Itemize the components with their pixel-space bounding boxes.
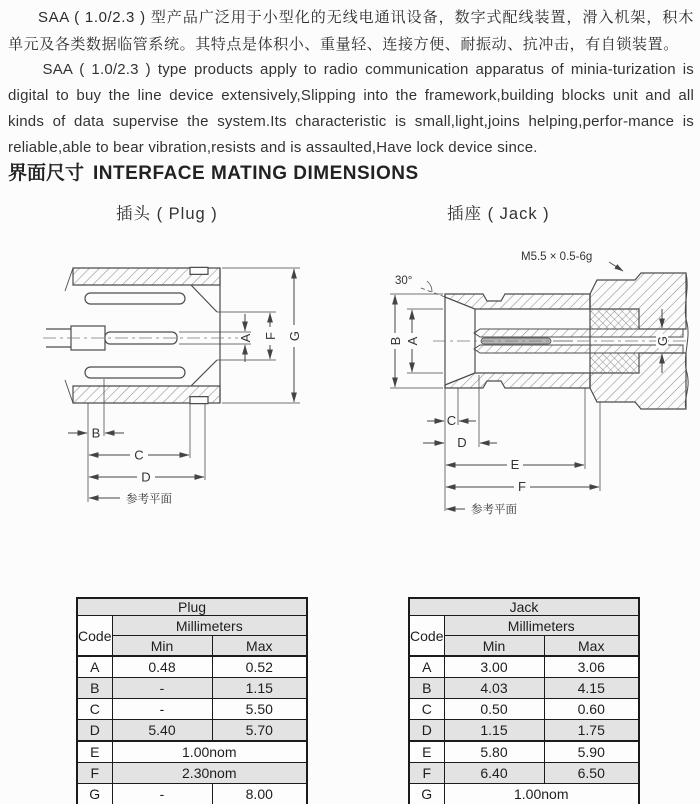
- plug-section-drawing: [38, 250, 340, 550]
- jack-dim-c-label: C: [446, 413, 457, 428]
- code-cell: F: [409, 763, 444, 784]
- min-value-cell: 6.40: [444, 763, 544, 784]
- table-row: [409, 741, 639, 763]
- plug-table-title: Plug: [77, 598, 307, 616]
- min-value-cell: -: [112, 678, 212, 699]
- max-value-cell: 1.15: [212, 678, 307, 699]
- max-value-cell: 5.90: [544, 741, 639, 763]
- plug-dimension-table: [76, 597, 308, 804]
- max-header: Max: [544, 636, 639, 657]
- table-row: [77, 656, 307, 678]
- jack-insulator-top: [590, 309, 639, 329]
- min-value-cell: 5.40: [112, 720, 212, 742]
- table-row: [409, 763, 639, 784]
- min-value-cell: -: [112, 784, 212, 804]
- jack-dimension-table: [408, 597, 640, 804]
- intro-paragraph-cn: SAA ( 1.0/2.3 ) 型产品广泛用于小型化的无线电通讯设备，数字式配线装置，滑入机架，积木单元及各类数据临管系统。其特点是体积小、重量轻、连接方便、耐振动、抗冲击，有自锁装置。: [8, 9, 694, 53]
- plug-contact-sleeve-top: [85, 293, 185, 304]
- jack-dim-d-label: D: [457, 435, 467, 450]
- min-header: Min: [112, 636, 212, 657]
- jack-dim-a-label: A: [405, 336, 420, 346]
- jack-table-title: Jack: [409, 598, 639, 616]
- code-cell: G: [77, 784, 112, 804]
- intro-paragraph-en: SAA ( 1.0/2.3 ) type products apply to radio communication apparatus of minia-turization is digital to buy the line device extensively,Slipping into the framework,building blocks unit and all kinds of data supervise the system.Its characteristic is small,light,joins helping,perfor-mance is reliable,able to bear vibration,resists and is assaulted,Have lock device since.: [8, 61, 694, 156]
- code-cell: E: [77, 741, 112, 763]
- max-value-cell: 8.00: [212, 784, 307, 804]
- plug-dim-g-label: G: [287, 330, 302, 342]
- max-header: Max: [212, 636, 307, 657]
- plug-dimension-lines: [68, 268, 300, 502]
- code-cell: C: [77, 699, 112, 720]
- jack-socket-sleeve-bottom: [474, 345, 683, 353]
- jack-dim-f-label: F: [518, 479, 526, 494]
- section-heading-en: INTERFACE MATING DIMENSIONS: [93, 163, 419, 184]
- code-cell: B: [77, 678, 112, 699]
- code-cell: F: [77, 763, 112, 784]
- plug-bottom-notch: [190, 397, 208, 404]
- section-heading-cn: 界面尺寸: [8, 163, 85, 184]
- table-row: [77, 699, 307, 720]
- min-value-cell: 0.50: [444, 699, 544, 720]
- unit-header: Millimeters: [444, 616, 639, 636]
- jack-section-drawing: [385, 245, 700, 535]
- jack-dim-e-label: E: [510, 457, 520, 472]
- code-cell: D: [409, 720, 444, 742]
- plug-contact-sleeve-bottom: [85, 367, 185, 378]
- jack-socket-sleeve-top: [474, 329, 683, 337]
- jack-thread-leader: [609, 262, 623, 271]
- jack-top-wall: [445, 294, 590, 309]
- min-value-cell: 1.15: [444, 720, 544, 742]
- plug-top-notch: [190, 267, 208, 274]
- jack-angle-note: 30°: [395, 275, 413, 287]
- max-value-cell: 4.15: [544, 678, 639, 699]
- nominal-value-cell: 2.30nom: [112, 763, 307, 784]
- jack-thread-note: M5.5 × 0.5-6g: [521, 251, 593, 263]
- code-header: Code: [77, 616, 112, 657]
- table-title-row: [409, 598, 639, 616]
- max-value-cell: 5.50: [212, 699, 307, 720]
- code-cell: E: [409, 741, 444, 763]
- max-value-cell: 5.70: [212, 720, 307, 742]
- plug-figure-label: 插头 ( Plug ): [116, 205, 218, 223]
- table-row: [77, 678, 307, 699]
- min-value-cell: 5.80: [444, 741, 544, 763]
- jack-body-outline: [421, 262, 690, 409]
- code-cell: A: [409, 656, 444, 678]
- max-value-cell: 0.60: [544, 699, 639, 720]
- nominal-value-cell: 1.00nom: [112, 741, 307, 763]
- plug-bell-taper: [191, 285, 217, 386]
- code-header: Code: [409, 616, 444, 657]
- code-cell: G: [409, 784, 444, 804]
- table-row: [409, 678, 639, 699]
- table-row: [409, 720, 639, 742]
- plug-dim-a-label: A: [238, 333, 253, 343]
- code-cell: D: [77, 720, 112, 742]
- min-value-cell: 4.03: [444, 678, 544, 699]
- max-value-cell: 0.52: [212, 656, 307, 678]
- max-value-cell: 1.75: [544, 720, 639, 742]
- table-row: [77, 763, 307, 784]
- plug-body-outline: [43, 267, 238, 403]
- plug-ref-plane-label: 参考平面: [126, 493, 172, 506]
- table-row: [77, 720, 307, 742]
- min-value-cell: -: [112, 699, 212, 720]
- jack-dim-g-label: G: [655, 335, 670, 347]
- max-value-cell: 3.06: [544, 656, 639, 678]
- jack-dim-b-label: B: [388, 336, 403, 346]
- table-minmax-row: [409, 636, 639, 657]
- min-value-cell: 0.48: [112, 656, 212, 678]
- jack-bottom-wall: [445, 373, 590, 388]
- max-value-cell: 6.50: [544, 763, 639, 784]
- plug-dim-c-label: C: [134, 447, 144, 463]
- nominal-value-cell: 1.00nom: [444, 784, 639, 804]
- table-row: [409, 784, 639, 804]
- min-header: Min: [444, 636, 544, 657]
- table-row: [409, 699, 639, 720]
- table-row: [77, 784, 307, 804]
- code-cell: A: [77, 656, 112, 678]
- section-heading: [8, 158, 419, 185]
- plug-dim-f-label: F: [263, 332, 278, 340]
- table-title-row: [77, 598, 307, 616]
- unit-header: Millimeters: [112, 616, 307, 636]
- jack-ref-plane-label: 参考平面: [471, 504, 517, 516]
- table-unit-row: [77, 616, 307, 636]
- table-minmax-row: [77, 636, 307, 657]
- plug-dim-b-label: B: [91, 425, 101, 441]
- jack-insulator-bottom: [590, 353, 639, 373]
- table-unit-row: [409, 616, 639, 636]
- code-cell: B: [409, 678, 444, 699]
- min-value-cell: 3.00: [444, 656, 544, 678]
- plug-dim-d-label: D: [141, 469, 151, 485]
- code-cell: C: [409, 699, 444, 720]
- jack-figure-label: 插座 ( Jack ): [447, 205, 550, 223]
- table-row: [77, 741, 307, 763]
- table-row: [409, 656, 639, 678]
